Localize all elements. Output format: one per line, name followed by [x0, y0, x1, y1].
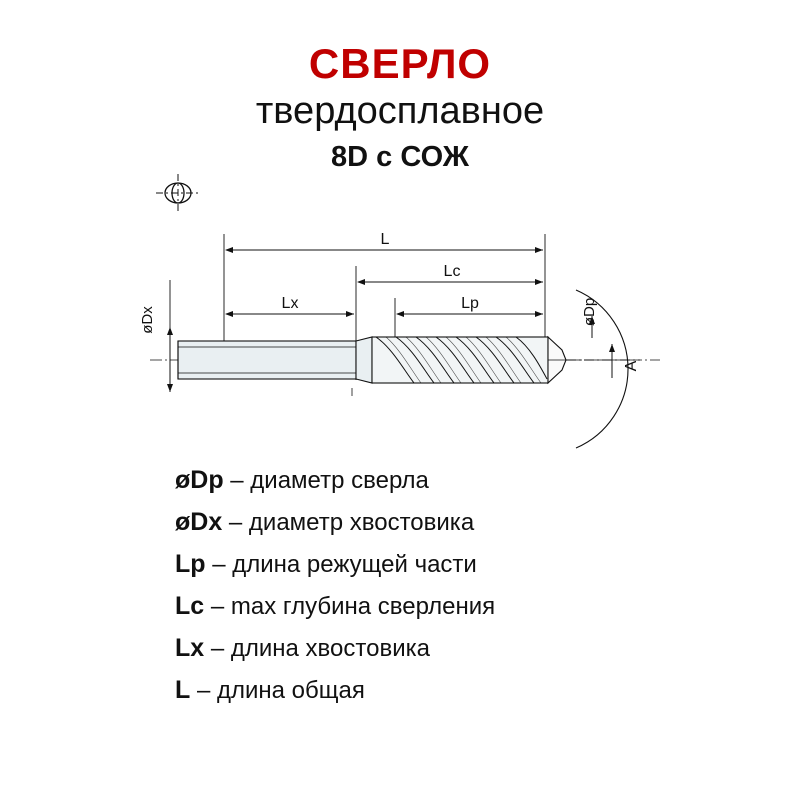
page-subtitle-2: 8D с СОЖ	[331, 140, 469, 173]
drill-technical-drawing	[0, 220, 800, 470]
legend-text: – max глубина сверления	[210, 593, 496, 620]
title-block	[0, 42, 800, 175]
dimension-label-L: L	[380, 231, 390, 248]
dimension-label-A: A	[623, 360, 640, 372]
legend-text: – длина режущей части	[212, 551, 477, 578]
legend-item	[175, 636, 775, 661]
legend-item	[175, 678, 775, 703]
legend-symbol: Lp	[175, 550, 206, 578]
legend-item	[175, 594, 775, 619]
legend-list	[175, 468, 775, 720]
legend-symbol: øDp	[175, 466, 224, 494]
dimension-label-Dp: øDp	[581, 297, 598, 327]
page-subtitle: твердосплавное	[255, 90, 545, 133]
dimension-label-Lx: Lx	[281, 295, 299, 312]
legend-item	[175, 552, 775, 577]
page-title: СВЕРЛО	[308, 40, 492, 87]
dimension-label-Lc: Lc	[443, 263, 461, 280]
first-angle-projection-symbol	[152, 172, 204, 214]
legend-symbol: Lx	[175, 634, 205, 662]
legend-text: – диаметр хвостовика	[228, 509, 475, 536]
legend-item	[175, 468, 775, 493]
dimension-label-Dx: øDx	[139, 306, 156, 334]
legend-symbol: øDx	[175, 508, 223, 536]
legend-symbol: L	[175, 676, 191, 704]
legend-symbol: Lc	[175, 592, 205, 620]
dimension-label-Lp: Lp	[461, 295, 479, 312]
legend-item	[175, 510, 775, 535]
legend-text: – длина хвостовика	[210, 635, 430, 662]
legend-text: – длина общая	[196, 677, 365, 704]
legend-text: – диаметр сверла	[230, 467, 429, 494]
